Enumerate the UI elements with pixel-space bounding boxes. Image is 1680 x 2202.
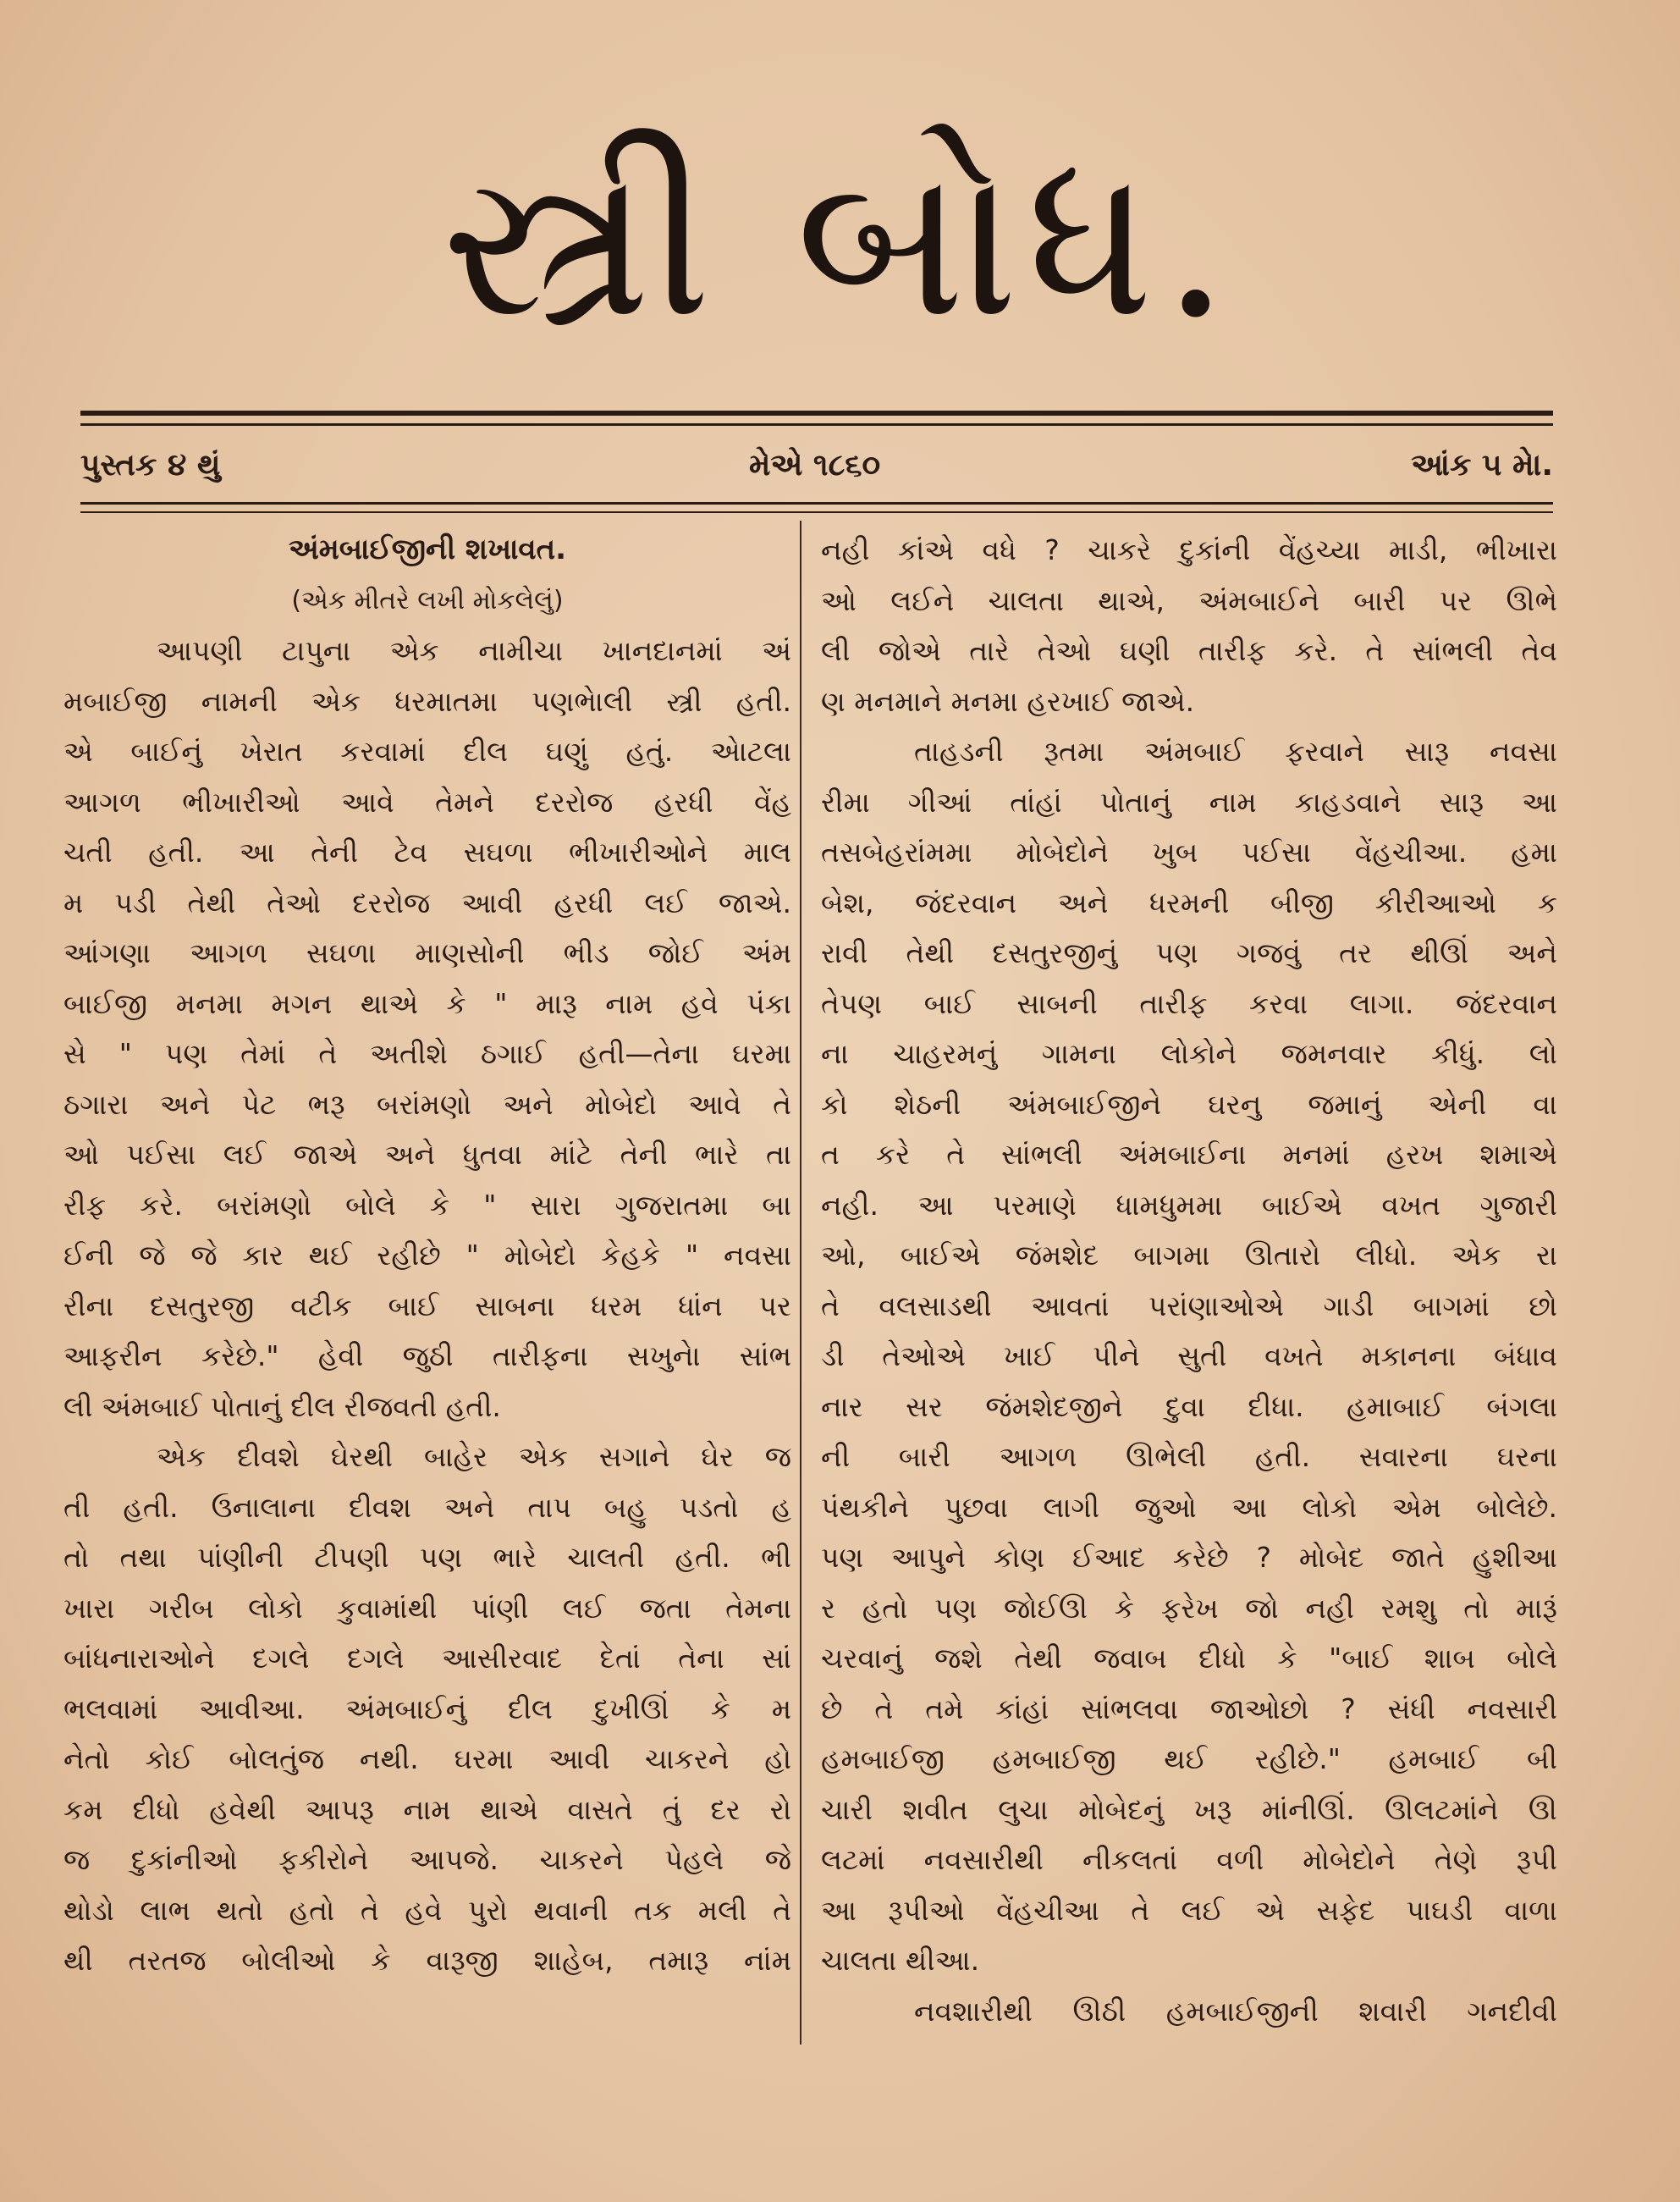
text-line: ર હતો પણ જોઈઊ કે ફરેખ જો નહી રમશુ તો મારૂં	[821, 1591, 1557, 1625]
text-line: રીના દસતુરજી વટીક બાઈ સાબના ધરમ ધાંન પર	[63, 1289, 791, 1322]
text-line: ચરવાનું જશે તેથી જવાબ દીધો કે "બાઈ શાબ બોલે	[821, 1642, 1557, 1675]
text-line: કમ દીધો હવેથી આપરૂ નામ થાએ વાસતે તું દર રો	[63, 1792, 791, 1826]
text-line: બાઈજી મનમા મગન થાએ કે " મારૂ નામ હવે પંકા	[63, 986, 791, 1020]
text-line: તેપણ બાઈ સાબની તારીફ કરવા લાગા. જંદરવાન	[821, 986, 1557, 1020]
text-line: તસબેહરાંમમા મોબેદોને ખુબ પઈસા વેંહચીઆ. હમા	[821, 836, 1557, 869]
text-line: આ રૂપીઓ વેંહચીઆ તે લઈ એ સફેદ પાઘડી વાળા	[821, 1893, 1557, 1927]
text-line: પણ આપુને કોણ ઈઆદ કરેછે ? મોબેદ જાતે હુશીઆ	[821, 1541, 1557, 1574]
text-line: ના ચાહરમનું ગામના લોકોને જમનવાર કીધું. લો	[821, 1037, 1557, 1070]
top-rule-thick	[80, 411, 1553, 416]
text-line: ડી તેઓએ ખાઈ પીને સુતી વખતે મકાનના બંધાવ	[821, 1339, 1557, 1372]
text-line: નેતો કોઈ બોલતુંજ નથી. ઘરમા આવી ચાકરને હો	[63, 1742, 791, 1775]
top-rule-thin	[80, 423, 1553, 426]
text-line: પંથકીને પુછવા લાગી જુઓ આ લોકો એમ બોલેછે.	[821, 1490, 1557, 1524]
text-line: તી હતી. ઉનાલાના દીવશ અને તાપ બહુ પડતો હ	[63, 1490, 791, 1524]
text-line: એ બાઈનું ખેરાત કરવામાં દીલ ઘણું હતું. એાટલા	[63, 735, 791, 768]
text-line: તે વલસાડથી આવતાં પરાંણાઓએ ગાડી બાગમાં છો	[821, 1289, 1557, 1322]
text-line: મ પડી તેથી તેઓ દરરોજ આવી હરધી લઈ જાએ.	[63, 886, 791, 919]
volume-label: પુસ્તક ૪ થું	[80, 448, 221, 483]
text-line: ઓ પઈસા લઈ જાએ અને ધુતવા માંટે તેની ભારે તા	[63, 1138, 791, 1171]
text-line: લી અંમબાઈ પોતાનું દીલ રીજવતી હતી.	[63, 1389, 501, 1423]
text-line: ઠગારા અને પેટ ભરૂ બરાંમણો અને મોબેદો આવે તે	[63, 1087, 791, 1121]
text-line: થોડો લાભ થતો હતો તે હવે પુરો થવાની તક મલી તે	[63, 1893, 791, 1927]
text-line: તાહડની રૂતમા અંમબાઈ ફરવાને સારૂ નવસા	[914, 735, 1557, 768]
text-line: તો તથા પાંણીની ટીપણી પણ ભારે ચાલતી હતી. ભી	[63, 1541, 791, 1574]
text-line: આફરીન કરેછે." હેવી જુઠી તારીફના સખુનેા સાંભ	[63, 1339, 791, 1372]
text-line: ઈની જે જે કાર થઈ રહીછે " મોબેદો કેહકે " નવસા	[63, 1239, 791, 1272]
text-line: લી જોએ તારે તેઓ ઘણી તારીફ કરે. તે સાંભલી તેવ	[821, 634, 1557, 667]
text-line: હમબાઈજી હમબાઈજી થઈ રહીછે." હમબાઈ બી	[821, 1742, 1557, 1775]
text-line: આગળ ભીખારીઓ આવે તેમને દરરોજ હરધી વેંહ	[63, 785, 791, 819]
text-line: લટમાં નવસારીથી નીકલતાં વળી મોબેદોને તેણે રૂપી	[821, 1843, 1557, 1876]
issue-date: મેએ ૧૮૬૦	[749, 448, 881, 483]
text-line: ઓ લઈને ચાલતા થાએ, અંમબાઈને બારી પર ઊભે	[821, 583, 1557, 617]
article-subheading: (એક મીતરે લખી મોકલેલું)	[291, 585, 564, 615]
text-line: ભલવામાં આવીઆ. અંમબાઈનું દીલ દુખીઊં કે મ	[63, 1692, 791, 1725]
text-line: ણ મનમાને મનમા હરખાઈ જાએ.	[821, 684, 1195, 718]
text-line: રીમા ગીઆં તાંહાં પોતાનું નામ કાહડવાને સારૂ આ	[821, 785, 1557, 819]
text-line: થી તરતજ બોલીઓ કે વારૂજી શાહેબ, તમારૂ નાંમ	[63, 1944, 791, 1977]
text-line: બાંધનારાઓને દગલે દગલે આસીરવાદ દેતાં તેના સાં	[63, 1642, 791, 1675]
text-line: રીફ કરે. બરાંમણો બોલે કે " સારા ગુજરાતમા બા	[63, 1188, 791, 1222]
text-line: નહી કાંએ વધે ? ચાકરે દુકાંની વેંહચ્યા માડી, ભીખારા	[821, 533, 1557, 566]
text-line: ઓ, બાઈએ જંમશેદ બાગમા ઊતારો લીધો. એક રા	[821, 1239, 1557, 1272]
text-line: આંગણા આગળ સઘળા માણસોની ભીડ જોઈ અંમ	[63, 936, 791, 969]
text-line: ચારી શવીત લુચા મોબેદનું ખરૂ માંનીઊં. ઊલટમાંને ઊ	[821, 1792, 1557, 1826]
right-column	[821, 525, 1557, 2036]
text-line: ત કરે તે સાંભલી અંમબાઈના મનમાં હરખ શમાએ	[821, 1138, 1557, 1171]
text-line: મબાઈજી નામની એક ધરમાતમા પણભેાલી સ્ત્રી હતી.	[63, 684, 791, 718]
bottom-rule-1	[80, 502, 1553, 505]
text-line: આપણી ટાપુના એક નામીચા ખાનદાનમાં અં	[157, 634, 791, 667]
text-line: નાર સર જંમશેદજીને દુવા દીધા. હમાબાઈ બંગલા	[821, 1389, 1557, 1423]
text-line: જ દુકાંનીઓ ફકીરોને આપજે. ચાકરને પેહલે જે	[63, 1843, 791, 1876]
column-divider	[800, 521, 801, 2045]
text-line: કો શેઠની અંમબાઈજીને ઘરનુ જમાનું એની વા	[821, 1087, 1557, 1121]
text-line: ની બારી આગળ ઊભેલી હતી. સવારના ઘરના	[821, 1440, 1557, 1473]
article-heading: અંમબાઈજીની શખાવત.	[288, 533, 567, 566]
masthead-title: સ્ત્રી બોધ.	[442, 118, 1238, 364]
text-line: ખારા ગરીબ લોકો કુવામાંથી પાંણી લઈ જતા તેમના	[63, 1591, 791, 1625]
text-line: એક દીવશે ઘેરથી બાહેર એક સગાને ઘેર જ	[157, 1440, 791, 1473]
bottom-rule-2	[80, 511, 1553, 513]
text-line: ચતી હતી. આ તેની ટેવ સઘળા ભીખારીઓને માલ	[63, 836, 791, 869]
left-column	[63, 525, 791, 1986]
text-line: છે તે તમે કાંહાં સાંભલવા જાઓછો ? સંધી નવસારી	[821, 1692, 1557, 1725]
text-line: સે " પણ તેમાં તે અતીશે ઠગાઈ હતી—તેના ઘરમા	[63, 1037, 791, 1070]
text-line: ચાલતા થીઆ.	[821, 1944, 980, 1977]
text-line: રાવી તેથી દસતુરજીનું પણ ગજવું તર થીઊં અને	[821, 936, 1557, 969]
text-line: નવશારીથી ઊઠી હમબાઈજીની શવારી ગનદીવી	[914, 1994, 1557, 2028]
issue-number: આંક ૫ મેા.	[1411, 448, 1553, 483]
text-line: બેશ, જંદરવાન અને ધરમની બીજી કીરીઆઓ ક	[821, 886, 1557, 919]
issue-bar	[80, 436, 1553, 495]
text-line: નહી. આ પરમાણે ધામધુમમા બાઈએ વખત ગુજારી	[821, 1188, 1557, 1222]
